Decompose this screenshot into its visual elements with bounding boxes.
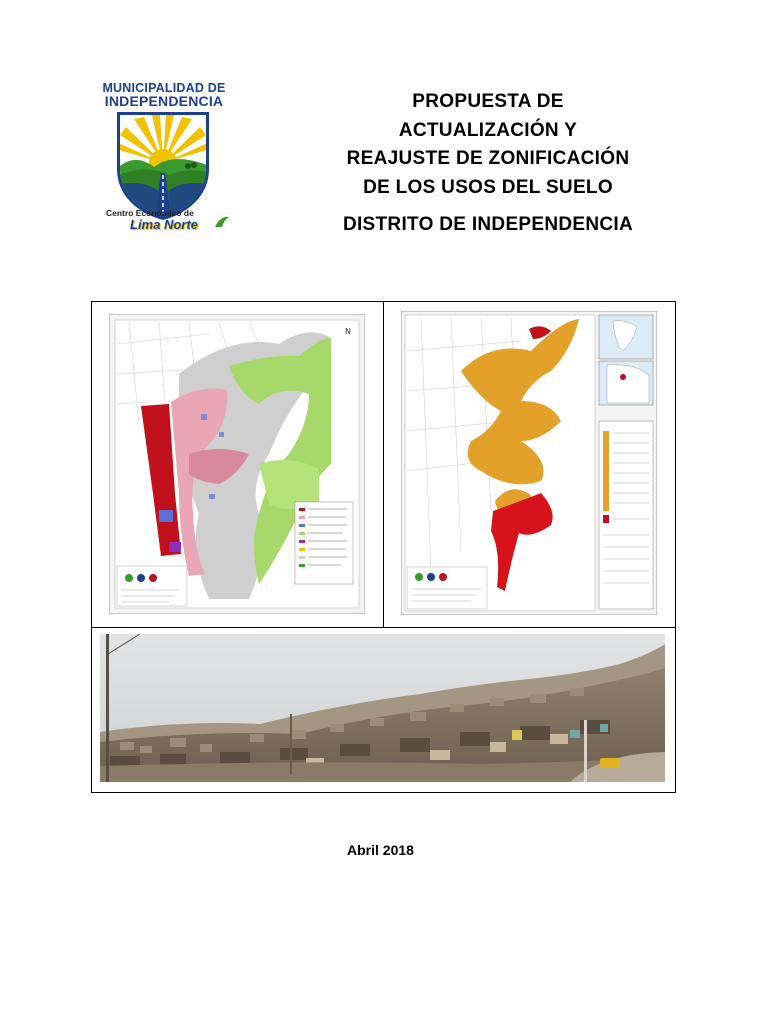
- title-line-1: PROPUESTA DE: [412, 91, 564, 112]
- logo-title-line2: INDEPENDENCIA: [104, 93, 224, 109]
- logo-brand-text: Lima Norte: [130, 217, 198, 232]
- title-line-3: REAJUSTE DE ZONIFICACIÓN: [346, 148, 630, 169]
- frame-horizontal-divider: [91, 627, 676, 628]
- leaf-swoosh-icon: [214, 215, 230, 229]
- title-line-4: DE LOS USOS DEL SUELO: [363, 176, 613, 198]
- title-line-2: ACTUALIZACIÓN Y: [398, 119, 578, 141]
- frame-vertical-divider: [383, 301, 384, 627]
- logo-title-line1: MUNICIPALIDAD DE: [102, 81, 226, 95]
- hillside-panorama-photo: [100, 634, 665, 782]
- publication-date: Abril 2018: [347, 842, 414, 858]
- logo-subtitle: Centro Económico de: [106, 208, 194, 218]
- svg-text:N: N: [345, 327, 351, 336]
- document-title: [308, 88, 668, 202]
- district-heading: DISTRITO DE INDEPENDENCIA: [342, 214, 634, 235]
- shield-emblem-icon: [114, 111, 212, 221]
- zoning-map-image: [109, 314, 365, 614]
- municipality-logo: [96, 82, 236, 242]
- risk-map-image: [401, 311, 657, 615]
